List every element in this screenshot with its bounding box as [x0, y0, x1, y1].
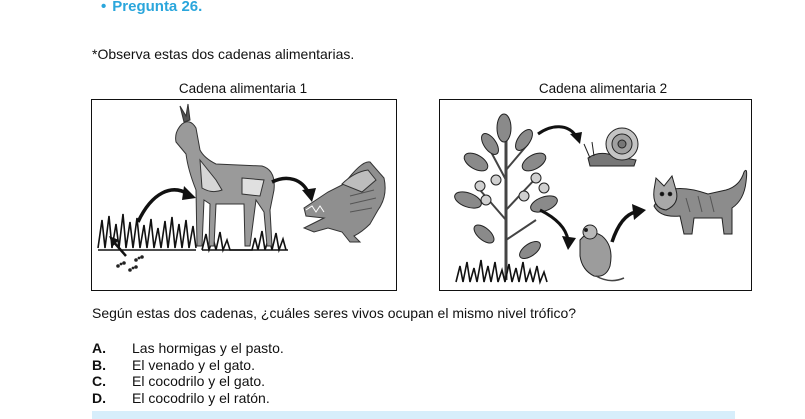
option-text: El cocodrilo y el ratón.: [132, 389, 270, 406]
snail-illustration: [584, 128, 638, 166]
bottom-divider-bar: [92, 411, 735, 419]
heading-bullet: •: [101, 0, 107, 15]
option-d[interactable]: [92, 390, 284, 407]
arrow-plant-to-rat: [540, 210, 568, 240]
plant-illustration: [452, 114, 559, 280]
arrow-plant-to-snail: [538, 127, 576, 136]
option-b[interactable]: [92, 357, 284, 374]
option-text: El cocodrilo y el gato.: [132, 373, 266, 389]
chain-1-title: Cadena alimentaria 1: [178, 81, 308, 96]
arrow-head-grass-to-deer: [182, 186, 196, 200]
option-a[interactable]: [92, 340, 284, 357]
question-heading: [101, 0, 202, 15]
cat-illustration: [654, 170, 747, 234]
arrow-head-plant-to-rat: [562, 236, 576, 250]
food-chain-2-svg: [440, 100, 751, 290]
option-text: Las hormigas y el pasto.: [132, 340, 284, 356]
question-text: Según estas dos cadenas, ¿cuáles seres vivos ocupan el mismo nivel trófico?: [92, 305, 577, 321]
arrow-head-rat-to-cat: [632, 204, 646, 220]
deer-illustration: [176, 104, 275, 246]
option-letter: A.: [92, 340, 106, 356]
option-c[interactable]: [92, 373, 284, 390]
grass-illustration: [98, 214, 288, 250]
arrow-grass-to-deer: [138, 190, 188, 222]
crocodile-illustration: [304, 162, 385, 242]
intro-text: *Observa estas dos cadenas alimentarias.: [92, 46, 355, 62]
heading-text: Pregunta 26.: [112, 0, 203, 15]
option-text: El venado y el gato.: [132, 356, 255, 373]
rat-illustration: [580, 225, 624, 281]
arrow-rat-to-cat: [612, 212, 636, 242]
arrow-head-deer-to-crocodile: [302, 188, 316, 202]
option-letter: C.: [92, 373, 106, 389]
grass-under-plant: [456, 260, 547, 282]
arrow-head-plant-to-snail: [570, 132, 582, 144]
option-letter: B.: [92, 356, 106, 373]
food-chain-2-illustration: [439, 99, 752, 291]
ants-illustration: [116, 255, 144, 272]
chain-2-title: Cadena alimentaria 2: [538, 81, 668, 96]
option-letter: D.: [92, 389, 106, 406]
food-chain-1-svg: [92, 100, 396, 290]
food-chain-1-illustration: [91, 99, 397, 291]
answer-options: [92, 340, 284, 406]
